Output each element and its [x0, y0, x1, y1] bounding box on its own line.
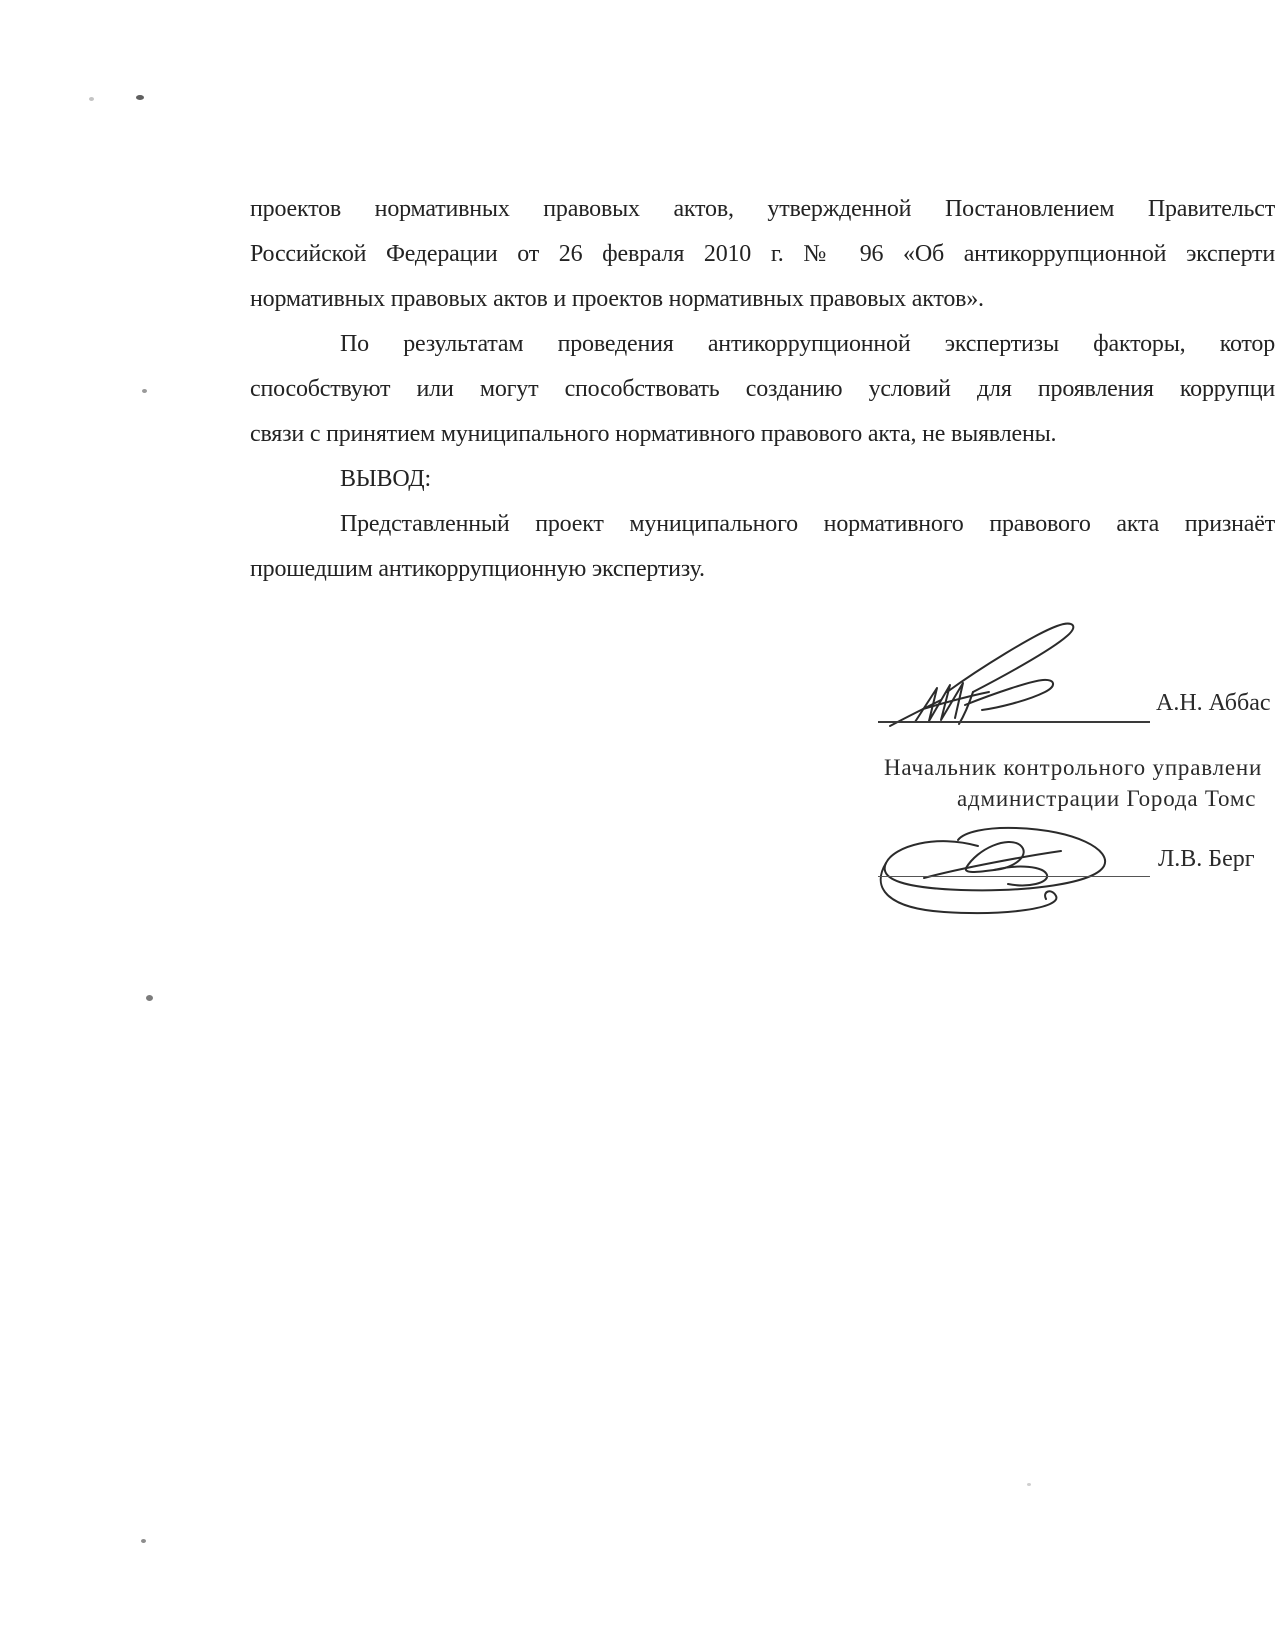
conclusion-label: ВЫВОД:: [340, 466, 431, 492]
body-line: Российской Федерации от 26 февраля 2010 г. № 96 «Об антикоррупционной эксперти: [250, 241, 1275, 267]
scan-speck: [141, 1539, 146, 1543]
official-title-line-1: Начальник контрольного управлени: [884, 755, 1263, 780]
signature-2-line: [878, 876, 1150, 877]
body-line: нормативных правовых актов и проектов нормативных правовых актов».: [250, 286, 984, 312]
body-line: проектов нормативных правовых актов, утвержденной Постановлением Правительст: [250, 196, 1275, 222]
scan-speck: [89, 97, 94, 101]
signature-1-name: А.Н. Аббас: [1156, 690, 1271, 716]
scan-speck: [1027, 1483, 1031, 1486]
document-body: [250, 187, 1275, 592]
body-line: По результатам проведения антикоррупционной экспертизы факторы, котор: [340, 331, 1275, 357]
body-line: способствуют или могут способствовать созданию условий для проявления коррупци: [250, 376, 1275, 402]
signature-2-name: Л.В. Берг: [1158, 846, 1255, 872]
signature-1-scribble: [885, 612, 1085, 730]
scan-speck: [142, 389, 147, 393]
signature-2-scribble: [866, 818, 1122, 918]
scan-speck: [146, 995, 153, 1001]
body-line: прошедшим антикоррупционную экспертизу.: [250, 556, 705, 582]
body-line: связи с принятием муниципального нормативного правового акта, не выявлены.: [250, 421, 1057, 447]
scan-speck: [136, 95, 144, 100]
signature-1-line: [878, 721, 1150, 723]
body-line: Представленный проект муниципального нормативного правового акта признаёт: [340, 511, 1275, 537]
official-title-line-2: администрации Города Томс: [957, 786, 1257, 811]
